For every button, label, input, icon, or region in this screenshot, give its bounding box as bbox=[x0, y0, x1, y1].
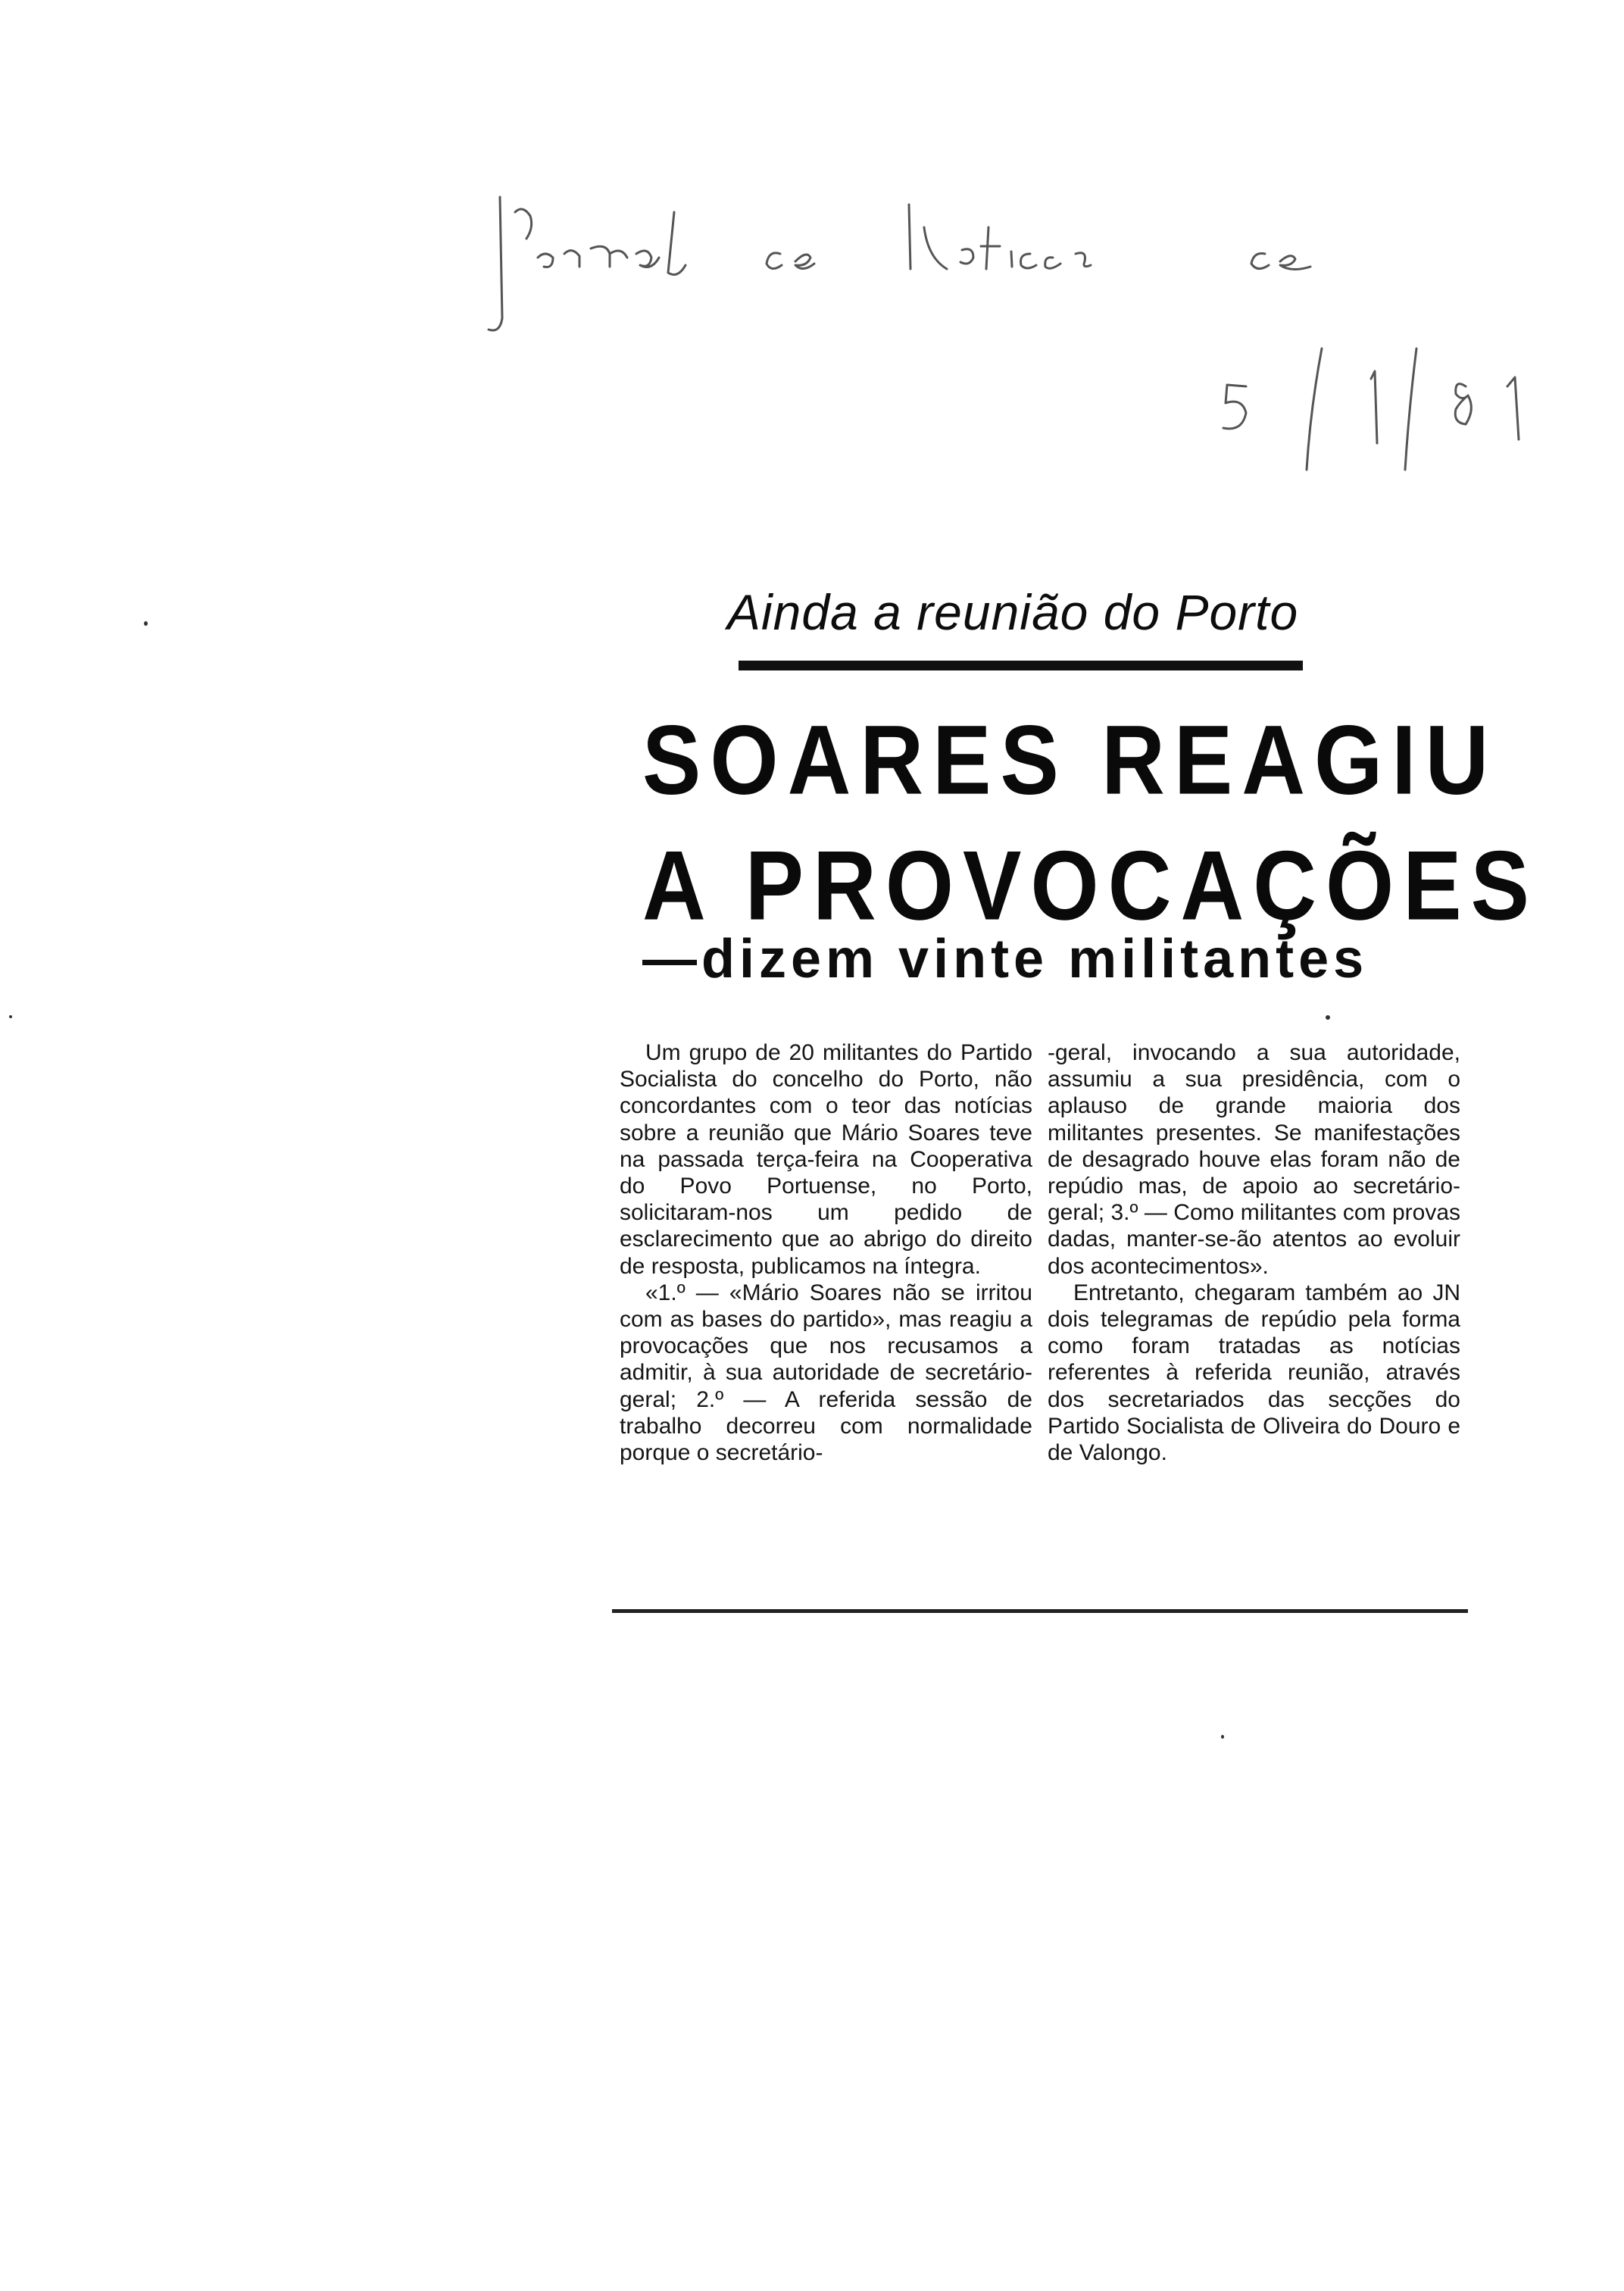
article-column-2 bbox=[1048, 1039, 1460, 1466]
scan-speck bbox=[144, 621, 148, 626]
column-1-paragraph-2: «1.º — «Mário Soares não se irritou com as bases do partido», mas reagiu a provocações que nos recusamos a admitir, à sua autoridade de secretário-geral; 2.º — A referida sessão de trabalho decorreu com normalidade porque o secretário- bbox=[620, 1280, 1032, 1466]
headline-line-2: A PROVOCAÇÕES bbox=[642, 830, 1538, 941]
scan-speck bbox=[9, 1015, 12, 1018]
scan-speck bbox=[1326, 1015, 1330, 1020]
article-headline bbox=[642, 697, 1538, 949]
kicker-underline bbox=[739, 661, 1303, 670]
column-1-paragraph-1: Um grupo de 20 militantes do Partido Socialista do concelho do Porto, não concordantes com o teor das notícias sobre a reunião que Mário Soares teve na passada terça-feira na Cooperativa do Povo Portuense, no Porto, solicitaram-nos um pedido de esclarecimento que ao abrigo do direito de resposta, publicamos na íntegra. bbox=[620, 1040, 1032, 1279]
scan-speck bbox=[1221, 1735, 1224, 1739]
column-2-paragraph-2: Entretanto, chegaram também ao JN dois telegramas de repúdio pela forma como foram tratadas as notícias referentes à referida reunião, através dos secretariados das secções do Partido Socialista de Oliveira do Douro e de Valongo. bbox=[1048, 1280, 1460, 1466]
headline-line-1: SOARES REAGIU bbox=[642, 705, 1498, 815]
article-subhead: —dizem vinte militantes bbox=[642, 929, 1369, 989]
column-2-paragraph-1: -geral, invocando a sua autoridade, assumiu a sua presidência, com o aplauso de grande maioria dos militantes presentes. Se manifestações de desagrado houve elas foram não de repúdio mas, de apoio ao secretário-geral; 3.º — Como militantes com provas dadas, manter-se-ão atentos ao evoluir dos acontecimentos». bbox=[1048, 1040, 1460, 1279]
article-kicker: Ainda a reunião do Porto bbox=[727, 584, 1299, 640]
article-column-1 bbox=[620, 1039, 1032, 1466]
handwritten-annotation bbox=[424, 182, 1560, 485]
article-bottom-rule bbox=[612, 1609, 1468, 1613]
